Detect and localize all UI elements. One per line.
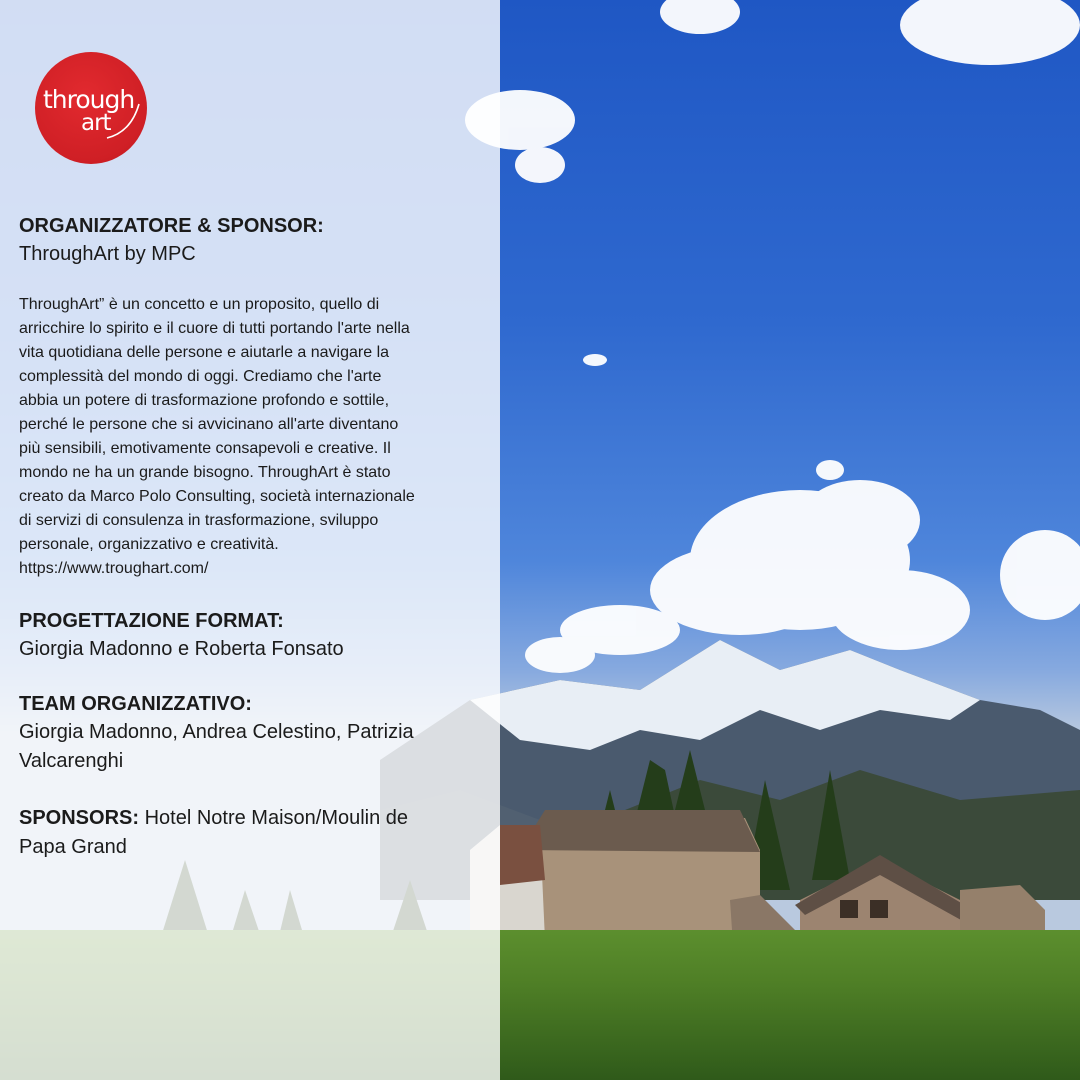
description-line: personale, organizzativo e creatività. (19, 536, 279, 553)
format-value: Giorgia Madonno e Roberta Fonsato (19, 638, 344, 660)
team-heading: TEAM ORGANIZZATIVO: (19, 693, 252, 715)
logo-text-art: art (81, 110, 111, 136)
organizer-value: ThroughArt by MPC (19, 243, 196, 265)
throughart-logo (35, 52, 147, 164)
format-section (19, 607, 484, 664)
sponsors-value-line: Papa Grand (19, 836, 127, 858)
description-line: perché le persone che si avvicinano all'arte diventano (19, 416, 399, 433)
description-line: vita quotidiana delle persone e aiutarle a navigare la (19, 344, 390, 361)
description-line: complessità del mondo di oggi. Crediamo che l'arte (19, 368, 382, 385)
description-line: ThroughArt” è un concetto e un proposito, quello di (19, 296, 380, 313)
team-section (19, 690, 484, 776)
sponsors-section (19, 804, 484, 862)
description-line: mondo ne ha un grande bisogno. ThroughArt è stato (19, 464, 391, 481)
team-value-line: Giorgia Madonno, Andrea Celestino, Patrizia (19, 721, 414, 743)
description-line: creato da Marco Polo Consulting, società internazionale (19, 488, 415, 505)
credits-content (19, 212, 484, 862)
description-line: più sensibili, emotivamente consapevoli e creative. Il (19, 440, 391, 457)
description-line: arricchire lo spirito e il cuore di tutti portando l'arte nella (19, 320, 410, 337)
description-line: di servizi di consulenza in trasformazione, sviluppo (19, 512, 379, 529)
organizer-heading: ORGANIZZATORE & SPONSOR: (19, 215, 324, 237)
team-value-line: Valcarenghi (19, 750, 124, 772)
description-line: abbia un potere di trasformazione profondo e sottile, (19, 392, 390, 409)
website-link[interactable]: https://www.troughart.com/ (19, 560, 209, 577)
sponsors-value: Hotel Notre Maison/Moulin de (144, 807, 409, 829)
format-heading: PROGETTAZIONE FORMAT: (19, 610, 284, 632)
sponsors-label: SPONSORS: (19, 807, 140, 829)
logo-text-through: through (43, 85, 135, 114)
description-paragraph (19, 293, 484, 581)
